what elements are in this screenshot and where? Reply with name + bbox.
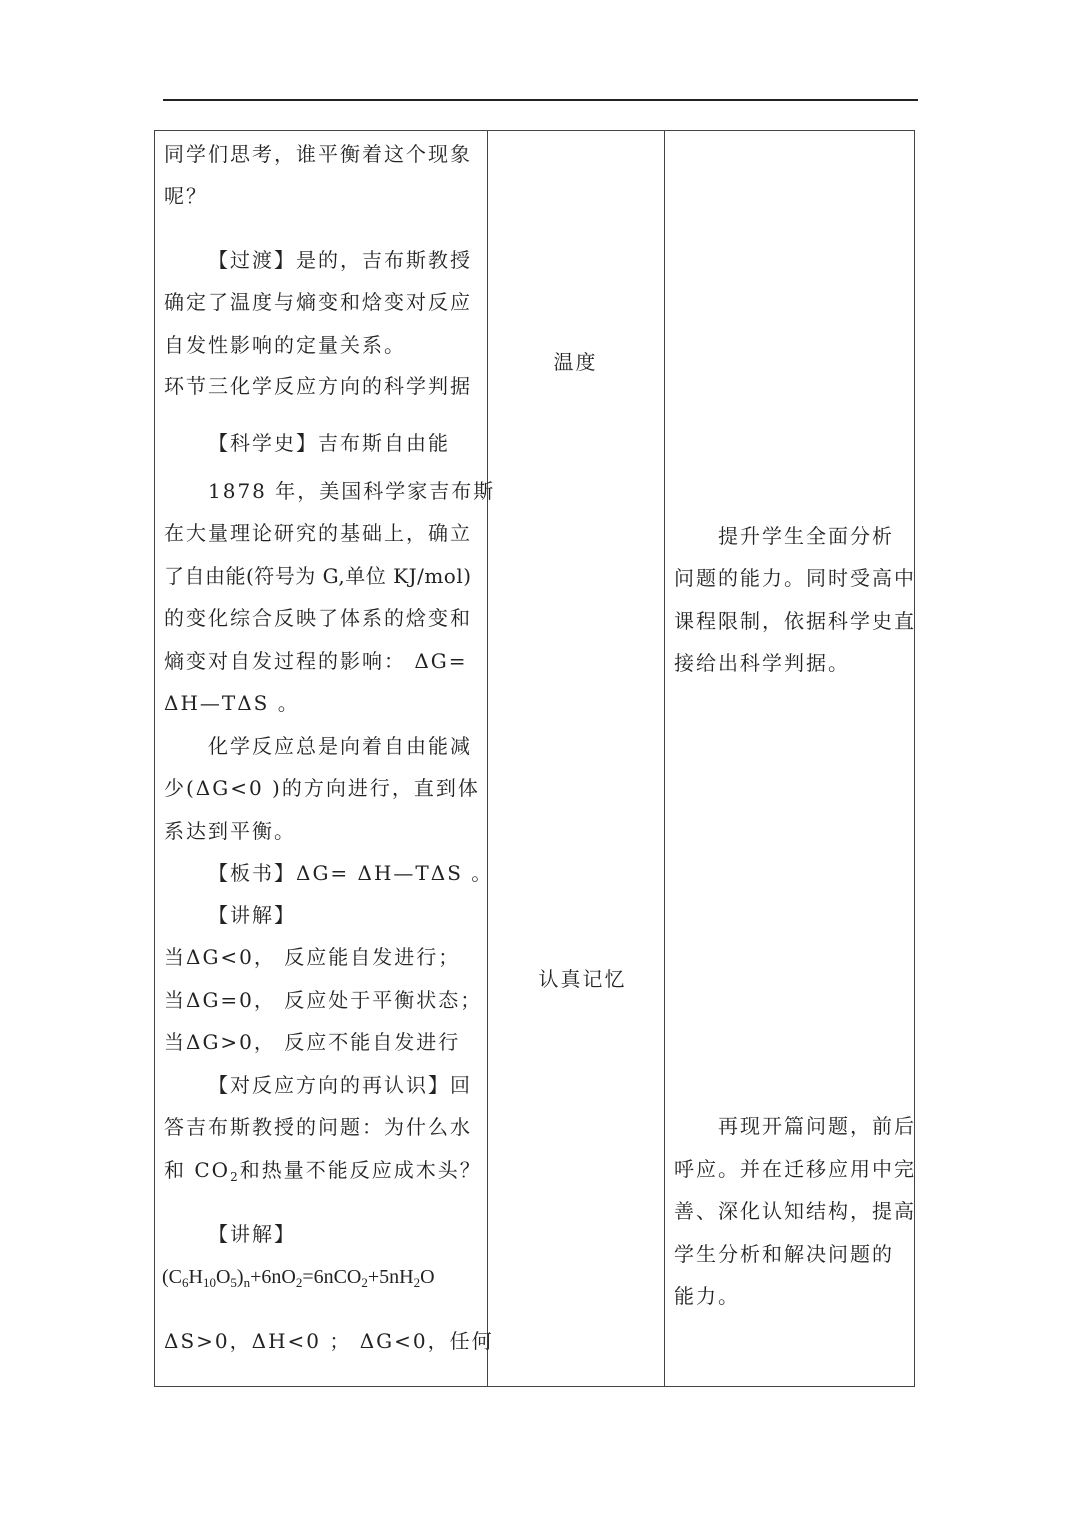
student-activity-item: 温度	[553, 350, 598, 374]
text-line: 当ΔG<0， 反应能自发进行；	[164, 945, 461, 969]
text-line: 化学反应总是向着自由能减	[208, 734, 472, 758]
text-line: 【科学史】吉布斯自由能	[208, 431, 450, 455]
text-line: 1878 年，美国科学家吉布斯	[208, 479, 496, 503]
section-heading: 环节三化学反应方向的科学判据	[164, 374, 472, 398]
text-line: 呼应。并在迁移应用中完	[674, 1157, 916, 1181]
text-line: 【对反应方向的再认识】回	[208, 1073, 472, 1097]
text-line: 【过渡】是的，吉布斯教授	[208, 248, 472, 272]
text-line-co2: 和 $CO_2$和热量不能反应成木头？	[164, 1158, 482, 1184]
text-line: 呢？	[164, 184, 208, 208]
reaction-equation: $(C_6H_{10}O_5)_n+6nO_2=6nCO_2+5nH_2O$	[162, 1266, 435, 1290]
text-line: 的变化综合反映了体系的焓变和	[164, 606, 472, 630]
text-line: 学生分析和解决问题的	[674, 1242, 894, 1266]
text-line: 问题的能力。同时受高中	[674, 566, 916, 590]
text-line: ΔH—TΔS 。	[164, 691, 300, 715]
text-line: 系达到平衡。	[164, 819, 296, 843]
header-rule	[163, 99, 918, 101]
column-divider-1	[487, 130, 488, 1387]
text-line: 能力。	[674, 1284, 740, 1308]
text-line: 善、深化认知结构，提高	[674, 1199, 916, 1223]
text-line: 熵变对自发过程的影响： ΔG=	[164, 649, 468, 673]
text-line: 接给出科学判据。	[674, 651, 850, 675]
text-line: 【讲解】	[208, 1222, 296, 1246]
column-divider-2	[664, 130, 665, 1387]
text-line: 自发性影响的定量关系。	[164, 333, 406, 357]
text-line: 当ΔG>0， 反应不能自发进行	[164, 1030, 461, 1054]
text-line: 课程限制，依据科学史直	[674, 609, 916, 633]
text-line: 答吉布斯教授的问题：为什么水	[164, 1115, 472, 1139]
text-line: ΔS>0，ΔH<0 ； ΔG<0，任何	[164, 1329, 494, 1353]
text-line: 【板书】ΔG= ΔH—TΔS 。	[208, 861, 494, 885]
text-line: 确定了温度与熵变和焓变对反应	[164, 290, 472, 314]
student-activity-item: 认真记忆	[538, 967, 627, 991]
text-line: 【讲解】	[208, 903, 296, 927]
text-line: 少(ΔG<0 )的方向进行，直到体	[164, 776, 480, 800]
text-line: 同学们思考，谁平衡着这个现象	[164, 142, 472, 166]
text-line: 在大量理论研究的基础上，确立	[164, 521, 472, 545]
text-line: 当ΔG=0， 反应处于平衡状态；	[164, 988, 483, 1012]
text-line: 提升学生全面分析	[718, 524, 894, 548]
text-line: 了自由能(符号为 G,单位 KJ/mol)	[164, 564, 472, 588]
text-line: 再现开篇问题，前后	[718, 1114, 916, 1138]
